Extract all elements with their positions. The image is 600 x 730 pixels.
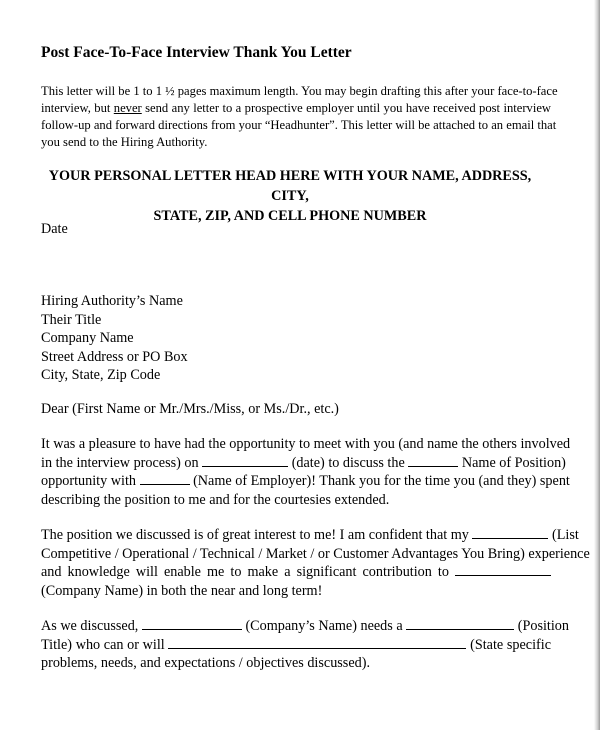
paragraph-line [41, 636, 551, 655]
salutation: Dear (First Name or Mr./Mrs./Miss, or Ms./Dr., etc.) [41, 401, 339, 417]
blank-company-name [142, 617, 242, 630]
paragraph-line: (Company Name) in both the near and long term! [41, 582, 323, 599]
recipient-title: Their Title [41, 311, 102, 328]
paragraph-interest [41, 526, 590, 600]
paragraph-line [41, 526, 579, 545]
blank-advantages [472, 526, 548, 539]
blank-position [408, 454, 458, 467]
recipient-street: Street Address or PO Box [41, 348, 188, 365]
date-line: Date [41, 221, 68, 237]
page-edge-shadow [594, 0, 600, 730]
text-fragment: As we discussed, [41, 618, 139, 634]
intro-paragraph [41, 83, 558, 151]
intro-line: you send to the Hiring Authority. [41, 135, 208, 149]
paragraph-line [41, 563, 551, 582]
intro-line: follow-up and forward directions from your “Headhunter”. This letter will be attached to an email that [41, 118, 557, 132]
document-title: Post Face-To-Face Interview Thank You Letter [41, 44, 352, 61]
paragraph-line [41, 454, 566, 473]
recipient-company: Company Name [41, 330, 134, 346]
paragraph-line: Competitive / Operational / Technical / Market / or Customer Advantages You Bring) experience [41, 545, 590, 562]
intro-emphasis: never [113, 101, 142, 115]
paragraph-line: describing the position to me and for the courtesies extended. [41, 491, 390, 508]
recipient-city: City, State, Zip Code [41, 367, 161, 383]
blank-company [455, 563, 551, 576]
text-fragment: and knowledge will enable me to make a significant contribution to [41, 564, 449, 580]
text-fragment: (Company’s Name) needs a [245, 618, 403, 634]
text-fragment: Title) who can or will [41, 636, 165, 653]
blank-position-title [406, 617, 514, 630]
paragraph-line [41, 617, 569, 636]
paragraph-needs [41, 617, 569, 673]
blank-capability [168, 636, 466, 649]
text-fragment: (State specific [470, 636, 552, 653]
intro-line: This letter will be 1 to 1 ½ pages maximum length. You may begin drafting this after your face-to-face [41, 84, 558, 98]
blank-date [202, 454, 288, 467]
recipient-address [41, 292, 188, 385]
text-fragment: opportunity with [41, 473, 136, 489]
paragraph-line: problems, needs, and expectations / objectives discussed). [41, 655, 370, 671]
text-fragment: (date) to discuss the [291, 454, 405, 471]
recipient-name: Hiring Authority’s Name [41, 293, 183, 309]
text-fragment: The position we discussed is of great interest to me! I am confident that my [41, 527, 469, 543]
text-fragment: in the interview process) on [41, 454, 199, 471]
intro-text: interview, but [41, 101, 114, 115]
letterhead-line: STATE, ZIP, AND CELL PHONE NUMBER [153, 208, 427, 224]
text-fragment: Name of Position) [461, 454, 566, 471]
paragraph-line [41, 472, 570, 491]
intro-line [41, 100, 551, 117]
blank-employer [140, 472, 190, 485]
letterhead-placeholder [30, 166, 550, 226]
text-fragment: (Position [517, 618, 569, 634]
letterhead-line: YOUR PERSONAL LETTER HEAD HERE WITH YOUR NAME, ADDRESS, CITY, [48, 168, 532, 204]
text-fragment: (List [551, 527, 579, 543]
intro-text: send any letter to a prospective employer until you have received post interview [141, 101, 551, 115]
text-fragment: (Name of Employer)! Thank you for the time you (and they) spent [193, 473, 570, 489]
paragraph-line: It was a pleasure to have had the opportunity to meet with you (and name the others involved [41, 436, 571, 452]
paragraph-pleasure [41, 435, 571, 509]
